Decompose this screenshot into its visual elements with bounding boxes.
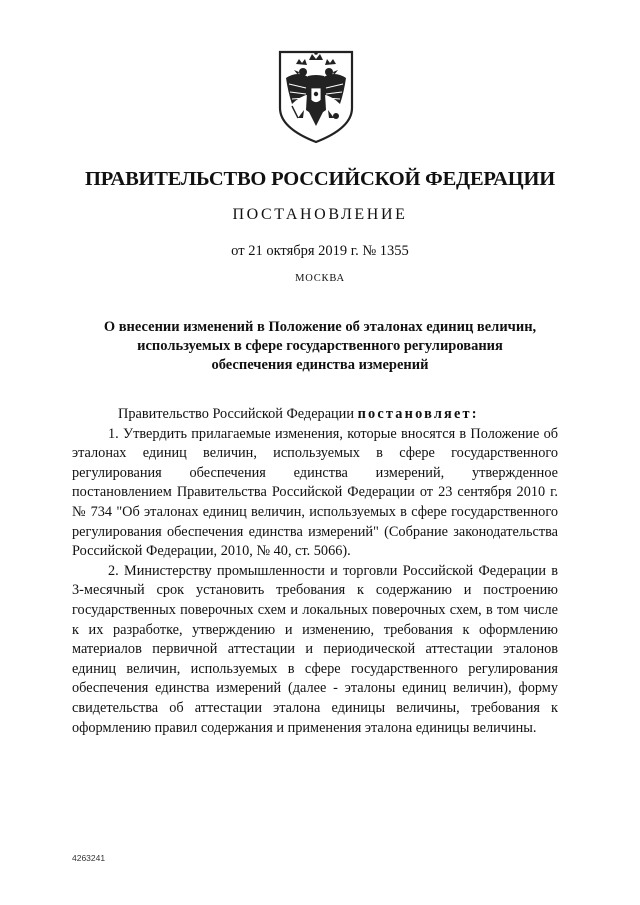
document-body <box>72 405 558 738</box>
paragraph-2: 2. Министерству промышленности и торговли Российской Федерации в 3-месячный срок установить требования к содержанию и построению государственных поверочных схем и локальных поверочных схем, в том числе к их разработке, утверждению и изменению, требования к оформлению материалов первичной аттестации и периодической аттестации эталонов единиц величин, используемых в сфере государственного регулирования обеспечения единства измерений (далее - эталоны единиц величин), форму свидетельства об аттестации эталона единицы величины, требования к оформлению правил содержания и применения эталона единицы величины. <box>72 562 558 736</box>
paragraph-1: 1. Утвердить прилагаемые изменения, которые вносятся в Положение об эталонах единиц величин, используемых в сфере государственного регулирования обеспечения единства измерений, утвержденное постановлением Правительства Российской Федерации от 23 сентября 2010 г. № 734 "Об эталонах единиц величин, используемых в сфере государственного регулирования обеспечения единства измерений" (Собрание законодательства Российской Федерации, 2010, № 40, ст. 5066). <box>72 425 558 560</box>
document-code: 4263241 <box>72 853 106 863</box>
subject-line: обеспечения единства измерений <box>211 357 429 373</box>
intro-subject: Правительство Российской Федерации <box>118 406 354 422</box>
subject-line: О внесении изменений в Положение об эталонах единиц величин, <box>103 319 537 335</box>
resolution-intro <box>72 405 558 425</box>
document-date-number: от 21 октября 2019 г. № 1355 <box>231 243 409 259</box>
government-title: ПРАВИТЕЛЬСТВО РОССИЙСКОЙ ФЕДЕРАЦИИ <box>85 168 555 190</box>
document-type: ПОСТАНОВЛЕНИЕ <box>232 206 408 223</box>
document-city: МОСКВА <box>295 273 345 284</box>
document-subject <box>60 318 580 375</box>
subject-line: используемых в сфере государственного регулирования <box>137 338 503 354</box>
coat-of-arms-icon <box>276 48 356 146</box>
intro-verb: постановляет: <box>357 406 479 422</box>
